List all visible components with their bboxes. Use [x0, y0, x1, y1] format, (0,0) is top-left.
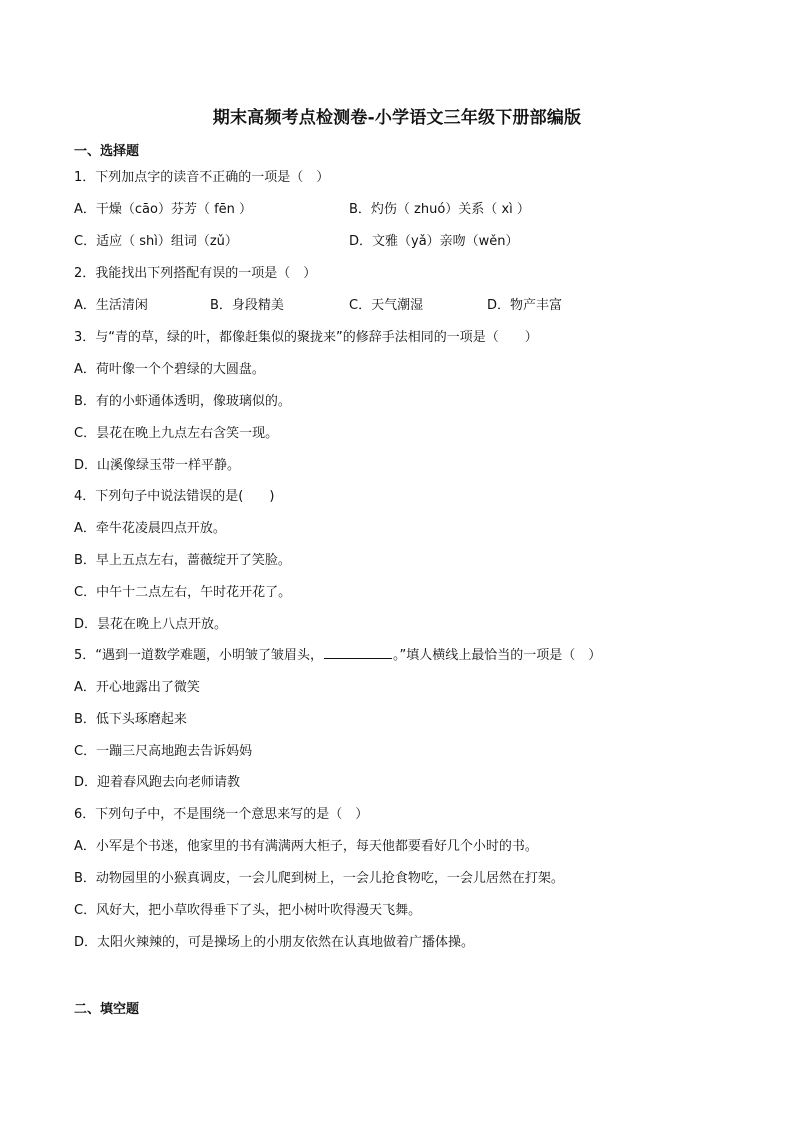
question-3-option-b: B．有的小虾通体透明，像玻璃似的。 [74, 394, 291, 409]
section-heading-choice: 一、选择题 [74, 144, 140, 159]
question-2-option-b: B．身段精美 [210, 298, 284, 313]
fill-blank-line [324, 648, 392, 659]
question-2-option-d: D．物产丰富 [487, 298, 563, 313]
question-4-option-b: B．早上五点左右，蔷薇绽开了笑脸。 [74, 553, 291, 568]
question-1-option-b: B．灼伤（ zhuó）关系（ xì ） [349, 202, 530, 217]
question-5-stem [74, 644, 601, 663]
question-6-option-c: C．风好大，把小草吹得垂下了头，把小树叶吹得漫天飞舞。 [74, 903, 422, 918]
question-6-stem: 6．下列句子中，不是围绕一个意思来写的是（ ） [74, 807, 369, 822]
question-4-option-c: C．中午十二点左右，午时花开花了。 [74, 585, 292, 600]
question-4-stem: 4．下列句子中说法错误的是( ) [74, 489, 275, 504]
question-3-stem: 3．与“青的草，绿的叶，都像赶集似的聚拢来”的修辞手法相同的一项是（ ） [74, 330, 538, 345]
question-2-stem: 2．我能找出下列搭配有误的一项是（ ） [74, 266, 317, 281]
question-5-option-d: D．迎着春风跑去向老师请教 [74, 775, 241, 790]
question-2-option-a: A．生活清闲 [74, 298, 148, 313]
page-title: 期末高频考点检测卷-小学语文三年级下册部编版 [212, 108, 582, 128]
question-5-option-a: A．开心地露出了微笑 [74, 680, 200, 695]
question-5-stem-post: 。”填人横线上最恰当的一项是（ ） [393, 648, 602, 663]
question-4-option-d: D．昙花在晚上八点开放。 [74, 617, 228, 632]
question-2-option-c: C．天气潮湿 [349, 298, 424, 313]
question-1-option-c: C．适应（ shì）组词（zǔ） [74, 234, 238, 249]
question-5-option-b: B．低下头琢磨起来 [74, 712, 187, 727]
question-6-option-b: B．动物园里的小猴真调皮，一会儿爬到树上，一会儿抢食物吃，一会儿居然在打架。 [74, 871, 564, 886]
question-3-option-a: A．荷叶像一个个碧绿的大圆盘。 [74, 362, 265, 377]
question-1-stem: 1．下列加点字的读音不正确的一项是（ ） [74, 170, 330, 185]
question-5-stem-pre: 5．“遇到一道数学难题，小明皱了皱眉头， [74, 648, 324, 663]
question-3-option-c: C．昙花在晚上九点左右含笑一现。 [74, 426, 279, 441]
question-4-option-a: A．牵牛花凌晨四点开放。 [74, 521, 226, 536]
question-6-option-d: D．太阳火辣辣的，可是操场上的小朋友依然在认真地做着广播体操。 [74, 935, 475, 950]
question-6-option-a: A．小军是个书迷，他家里的书有满满两大柜子，每天他都要看好几个小时的书。 [74, 839, 538, 854]
question-1-option-d: D．文雅（yǎ）亲吻（wěn） [349, 234, 519, 249]
question-1-option-a: A．干燥（cāo）芬芳（ fēn ） [74, 202, 253, 217]
section-heading-fill: 二、填空题 [74, 1002, 140, 1017]
question-3-option-d: D．山溪像绿玉带一样平静。 [74, 458, 241, 473]
question-5-option-c: C．一蹦三尺高地跑去告诉妈妈 [74, 744, 253, 759]
